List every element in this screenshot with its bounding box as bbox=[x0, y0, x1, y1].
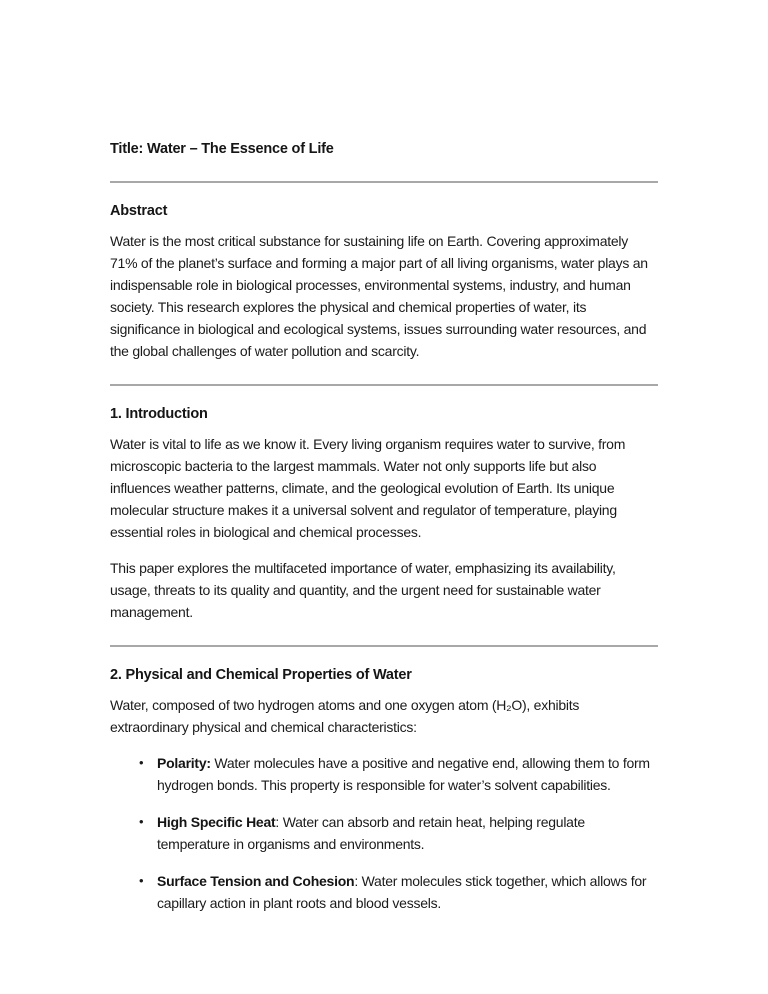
bullet-text: : Water molecules stick together, which allows for capillary action in plant roots and blood vessels. bbox=[157, 873, 647, 911]
bullet-marker-icon: • bbox=[139, 873, 144, 888]
section-heading-properties: 2. Physical and Chemical Properties of Water bbox=[110, 667, 412, 683]
bullet-label: High Specific Heat bbox=[157, 814, 276, 830]
bullet-label: Surface Tension and Cohesion bbox=[157, 873, 355, 889]
properties-intro-paragraph: Water, composed of two hydrogen atoms and one oxygen atom (H₂O), exhibits extraordinary physical and chemical characteristics: bbox=[110, 697, 580, 735]
bullet-label: Polarity: bbox=[157, 755, 211, 771]
bullet-marker-icon: • bbox=[139, 814, 144, 829]
abstract-paragraph: Water is the most critical substance for sustaining life on Earth. Covering approximately 71% of the planet’s surface and forming a major part of all living organisms, water plays an indispensable role in biological processes, environmental systems, industry, and human society. This research explores the physical and chemical properties of water, its significance in biological and ecological systems, issues surrounding water resources, and the global challenges of water pollution and scarcity. bbox=[110, 233, 648, 359]
bullet-marker-icon: • bbox=[139, 755, 144, 770]
bullet-item-surface-tension bbox=[110, 870, 658, 914]
bullet-item-polarity bbox=[110, 752, 658, 796]
introduction-paragraph-2: This paper explores the multifaceted importance of water, emphasizing its availability, usage, threats to its quality and quantity, and the urgent need for sustainable water management. bbox=[110, 560, 616, 620]
bullet-list bbox=[110, 752, 658, 914]
document-title: Title: Water – The Essence of Life bbox=[110, 141, 334, 157]
section-divider bbox=[110, 645, 658, 647]
bullet-text: : Water can absorb and retain heat, helping regulate temperature in organisms and environments. bbox=[157, 814, 585, 852]
section-divider bbox=[110, 384, 658, 386]
bullet-text: Water molecules have a positive and negative end, allowing them to form hydrogen bonds. This property is responsible for water’s solvent capabilities. bbox=[157, 755, 650, 793]
section-heading-abstract: Abstract bbox=[110, 203, 168, 219]
section-divider bbox=[110, 181, 658, 183]
introduction-paragraph-1: Water is vital to life as we know it. Every living organism requires water to survive, from microscopic bacteria to the largest mammals. Water not only supports life but also influences weather patterns, climate, and the geological evolution of Earth. Its unique molecular structure makes it a universal solvent and regulator of temperature, playing essential roles in biological and chemical processes. bbox=[110, 436, 626, 540]
bullet-item-specific-heat bbox=[110, 811, 658, 855]
section-heading-introduction: 1. Introduction bbox=[110, 406, 208, 422]
